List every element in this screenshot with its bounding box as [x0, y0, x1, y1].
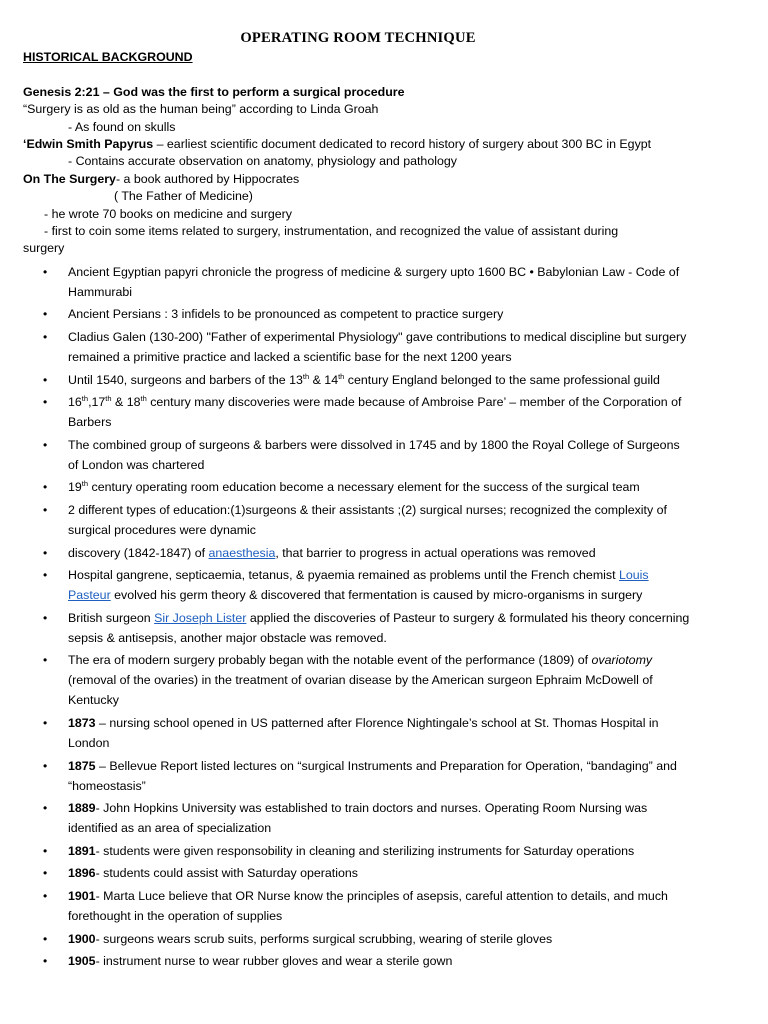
list-item	[23, 886, 693, 926]
list-item	[23, 951, 693, 971]
papyrus-name: ‘Edwin Smith Papyrus	[23, 137, 154, 152]
list-item	[23, 435, 693, 475]
on-surgery-desc: - a book authored by Hippocrates	[115, 171, 300, 186]
superscript: th	[81, 479, 89, 489]
groah-quote: “Surgery is as old as the human being” according to Linda Groah	[23, 102, 379, 117]
bullet-text: - students could assist with Saturday operations	[95, 866, 358, 881]
coin-items-1: - first to coin some items related to surgery, instrumentation, and recognized the value of assistant during	[44, 224, 619, 239]
list-item	[23, 565, 693, 605]
bullet-text: discovery (1842-1847) of	[68, 545, 209, 560]
bullet-text: - instrument nurse to wear rubber gloves and wear a sterile gown	[95, 954, 453, 969]
bullet-text: - Marta Luce believe that OR Nurse know the principles of asepsis, careful attention to details, and much forethought in the operation of supplies	[68, 888, 668, 923]
coin-items-2: surgery	[23, 241, 65, 256]
list-item	[23, 477, 693, 497]
list-item	[23, 713, 693, 753]
bullet-text: – Bellevue Report listed lectures on “surgical Instruments and Preparation for Operation, “bandaging” and “homeostasis”	[68, 758, 677, 793]
superscript: th	[140, 394, 147, 404]
bullet-text: – nursing school opened in US patterned after Florence Nightingale’s school at St. Thomas Hospital in London	[68, 716, 659, 750]
bullet-text: & 18	[111, 395, 141, 410]
joseph-lister-link[interactable]: Sir Joseph Lister	[154, 610, 247, 625]
section-heading: HISTORICAL BACKGROUND	[23, 50, 193, 65]
document-page	[23, 30, 693, 974]
year-label: 1905	[68, 954, 96, 969]
list-item	[23, 543, 693, 563]
year-label: 1873	[68, 716, 96, 730]
history-bullet-list	[23, 262, 693, 971]
bullet-text: Until 1540, surgeons and barbers of the 13	[68, 372, 303, 387]
list-item	[23, 798, 693, 838]
list-item	[23, 841, 693, 861]
bullet-text: century operating room education become a necessary element for the success of the surgical team	[88, 480, 640, 495]
year-label: 1875	[68, 758, 96, 773]
bullet-text: Ancient Persians : 3 infidels to be pronounced as competent to practice surgery	[68, 307, 504, 322]
bullet-text: 16	[68, 395, 82, 410]
bullet-text: , that barrier to progress in actual operations was removed	[275, 545, 596, 560]
skulls-note: - As found on skulls	[68, 119, 176, 134]
bullet-text: British surgeon	[68, 610, 155, 625]
louis-pasteur-link[interactable]: Louis Pasteur	[68, 568, 649, 603]
superscript: th	[338, 371, 345, 381]
bullet-text: century England belonged to the same professional guild	[344, 372, 660, 387]
list-item	[23, 327, 693, 367]
list-item	[23, 608, 693, 648]
bullet-text: - John Hopkins University was established to train doctors and nurses. Operating Room Nursing was identified as an area of specialization	[68, 801, 648, 836]
papyrus-desc: – earliest scientific document dedicated to record history of surgery about 300 BC in Egypt	[153, 137, 652, 152]
on-surgery-line	[23, 171, 693, 188]
year-label: 1889	[68, 801, 96, 816]
bullet-text: Ancient Egyptian papyri chronicle the progress of medicine & surgery upto 1600 BC • Babylonian Law - Code of Hammurabi	[68, 264, 680, 299]
bullet-text: - students were given responsobility in cleaning and sterilizing instruments for Saturday operations	[95, 843, 635, 858]
list-item	[23, 929, 693, 949]
superscript: th	[302, 371, 310, 381]
anaesthesia-link[interactable]: anaesthesia	[208, 545, 276, 560]
bullet-text: Cladius Galen (130-200) "Father of experimental Physiology" gave contributions to medical discipline but surgery remained a primitive practice and lacked a scientific base for the next 1200 years	[68, 330, 687, 365]
list-item	[23, 650, 693, 710]
bullet-text: 2 different types of education:(1)surgeons & their assistants ;(2) surgical nurses; recognized the complexity of surgical procedures were dynamic	[68, 503, 667, 538]
list-item	[23, 500, 693, 540]
bullet-text: - surgeons wears scrub suits, performs surgical scrubbing, wearing of sterile gloves	[95, 931, 553, 946]
list-item	[23, 370, 693, 390]
bullet-text: & 14	[309, 372, 339, 387]
papyrus-sub: - Contains accurate observation on anatomy, physiology and pathology	[68, 154, 457, 169]
papyrus-line	[23, 136, 693, 153]
bullet-text: ,17	[88, 395, 106, 410]
bullet-text: 19	[68, 480, 82, 495]
list-item	[23, 262, 693, 302]
document-title: OPERATING ROOM TECHNIQUE	[240, 30, 476, 46]
wrote-books: - he wrote 70 books on medicine and surgery	[44, 206, 292, 221]
list-item	[23, 863, 693, 883]
on-surgery-title: On The Surgery	[23, 171, 116, 186]
year-label: 1901	[68, 888, 96, 903]
superscript: th	[81, 394, 89, 404]
bullet-text: applied the discoveries of Pasteur to surgery & formulated his theory concerning sepsis & antisepsis, another major obstacle was removed.	[68, 610, 690, 645]
list-item	[23, 304, 693, 324]
year-label: 1896	[68, 866, 96, 881]
bullet-text: The era of modern surgery probably began with the notable event of the performance (1809) of	[68, 653, 592, 668]
superscript: th	[105, 394, 112, 404]
bullet-text: evolved his germ theory & discovered that fermentation is caused by micro-organisms in surgery	[110, 588, 643, 603]
list-item	[23, 392, 693, 432]
list-item	[23, 756, 693, 796]
year-label: 1900	[68, 931, 96, 946]
year-label: 1891	[68, 843, 96, 858]
bullet-text: The combined group of surgeons & barbers were dissolved in 1745 and by 1800 the Royal College of Surgeons of London was chartered	[68, 437, 680, 472]
ovariotomy-term: ovariotomy	[591, 653, 653, 668]
bullet-text: century many discoveries were made because of Ambroise Pare’ – member of the Corporation of Barbers	[68, 395, 682, 430]
father-of-medicine: ( The Father of Medicine)	[114, 189, 253, 204]
bullet-text: (removal of the ovaries) in the treatment of ovarian disease by the American surgeon Ephraim McDowell of Kentucky	[68, 673, 653, 708]
genesis-line: Genesis 2:21 – God was the first to perform a surgical procedure	[23, 84, 405, 99]
bullet-text: Hospital gangrene, septicaemia, tetanus, & pyaemia remained as problems until the French chemist	[68, 568, 619, 583]
